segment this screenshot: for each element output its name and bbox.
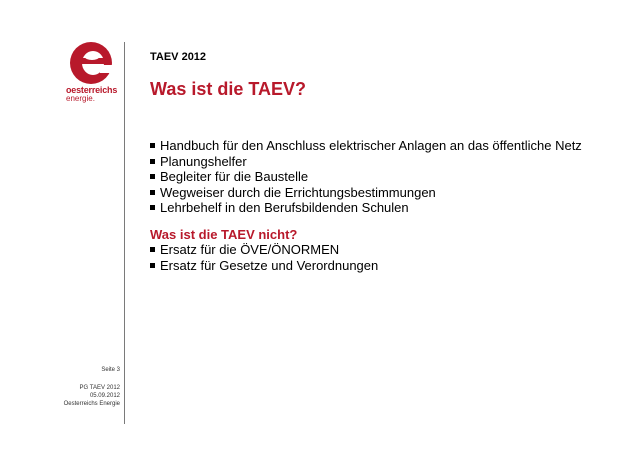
list-item: Handbuch für den Anschluss elektrischer Anlagen an das öffentliche Netz	[150, 138, 590, 154]
e-logo-icon	[62, 40, 120, 88]
footer-info	[0, 384, 120, 408]
is-list	[150, 138, 590, 216]
slide-content	[150, 138, 590, 273]
logo-tagline: energie.	[66, 94, 95, 103]
vertical-divider	[124, 42, 125, 424]
header-label: TAEV 2012	[150, 51, 207, 63]
is-not-list	[150, 242, 590, 273]
list-item: Lehrbehelf in den Berufsbildenden Schulen	[150, 200, 590, 216]
list-item: Ersatz für die ÖVE/ÖNORMEN	[150, 242, 590, 258]
footer-project: PG TAEV 2012	[79, 385, 120, 391]
list-item: Ersatz für Gesetze und Verordnungen	[150, 258, 590, 274]
logo-wordmark: oesterreichs	[66, 85, 118, 95]
page-number: Seite 3	[101, 367, 120, 373]
page-title: Was ist die TAEV?	[150, 79, 307, 99]
section-subheading: Was ist die TAEV nicht?	[150, 226, 298, 242]
footer-date: 05.09.2012	[89, 393, 120, 399]
footer-organization: Oesterreichs Energie	[63, 401, 120, 407]
list-item: Planungshelfer	[150, 154, 590, 170]
list-item: Begleiter für die Baustelle	[150, 169, 590, 185]
list-item: Wegweiser durch die Errichtungsbestimmungen	[150, 185, 590, 201]
oesterreichs-energie-logo	[62, 40, 120, 102]
